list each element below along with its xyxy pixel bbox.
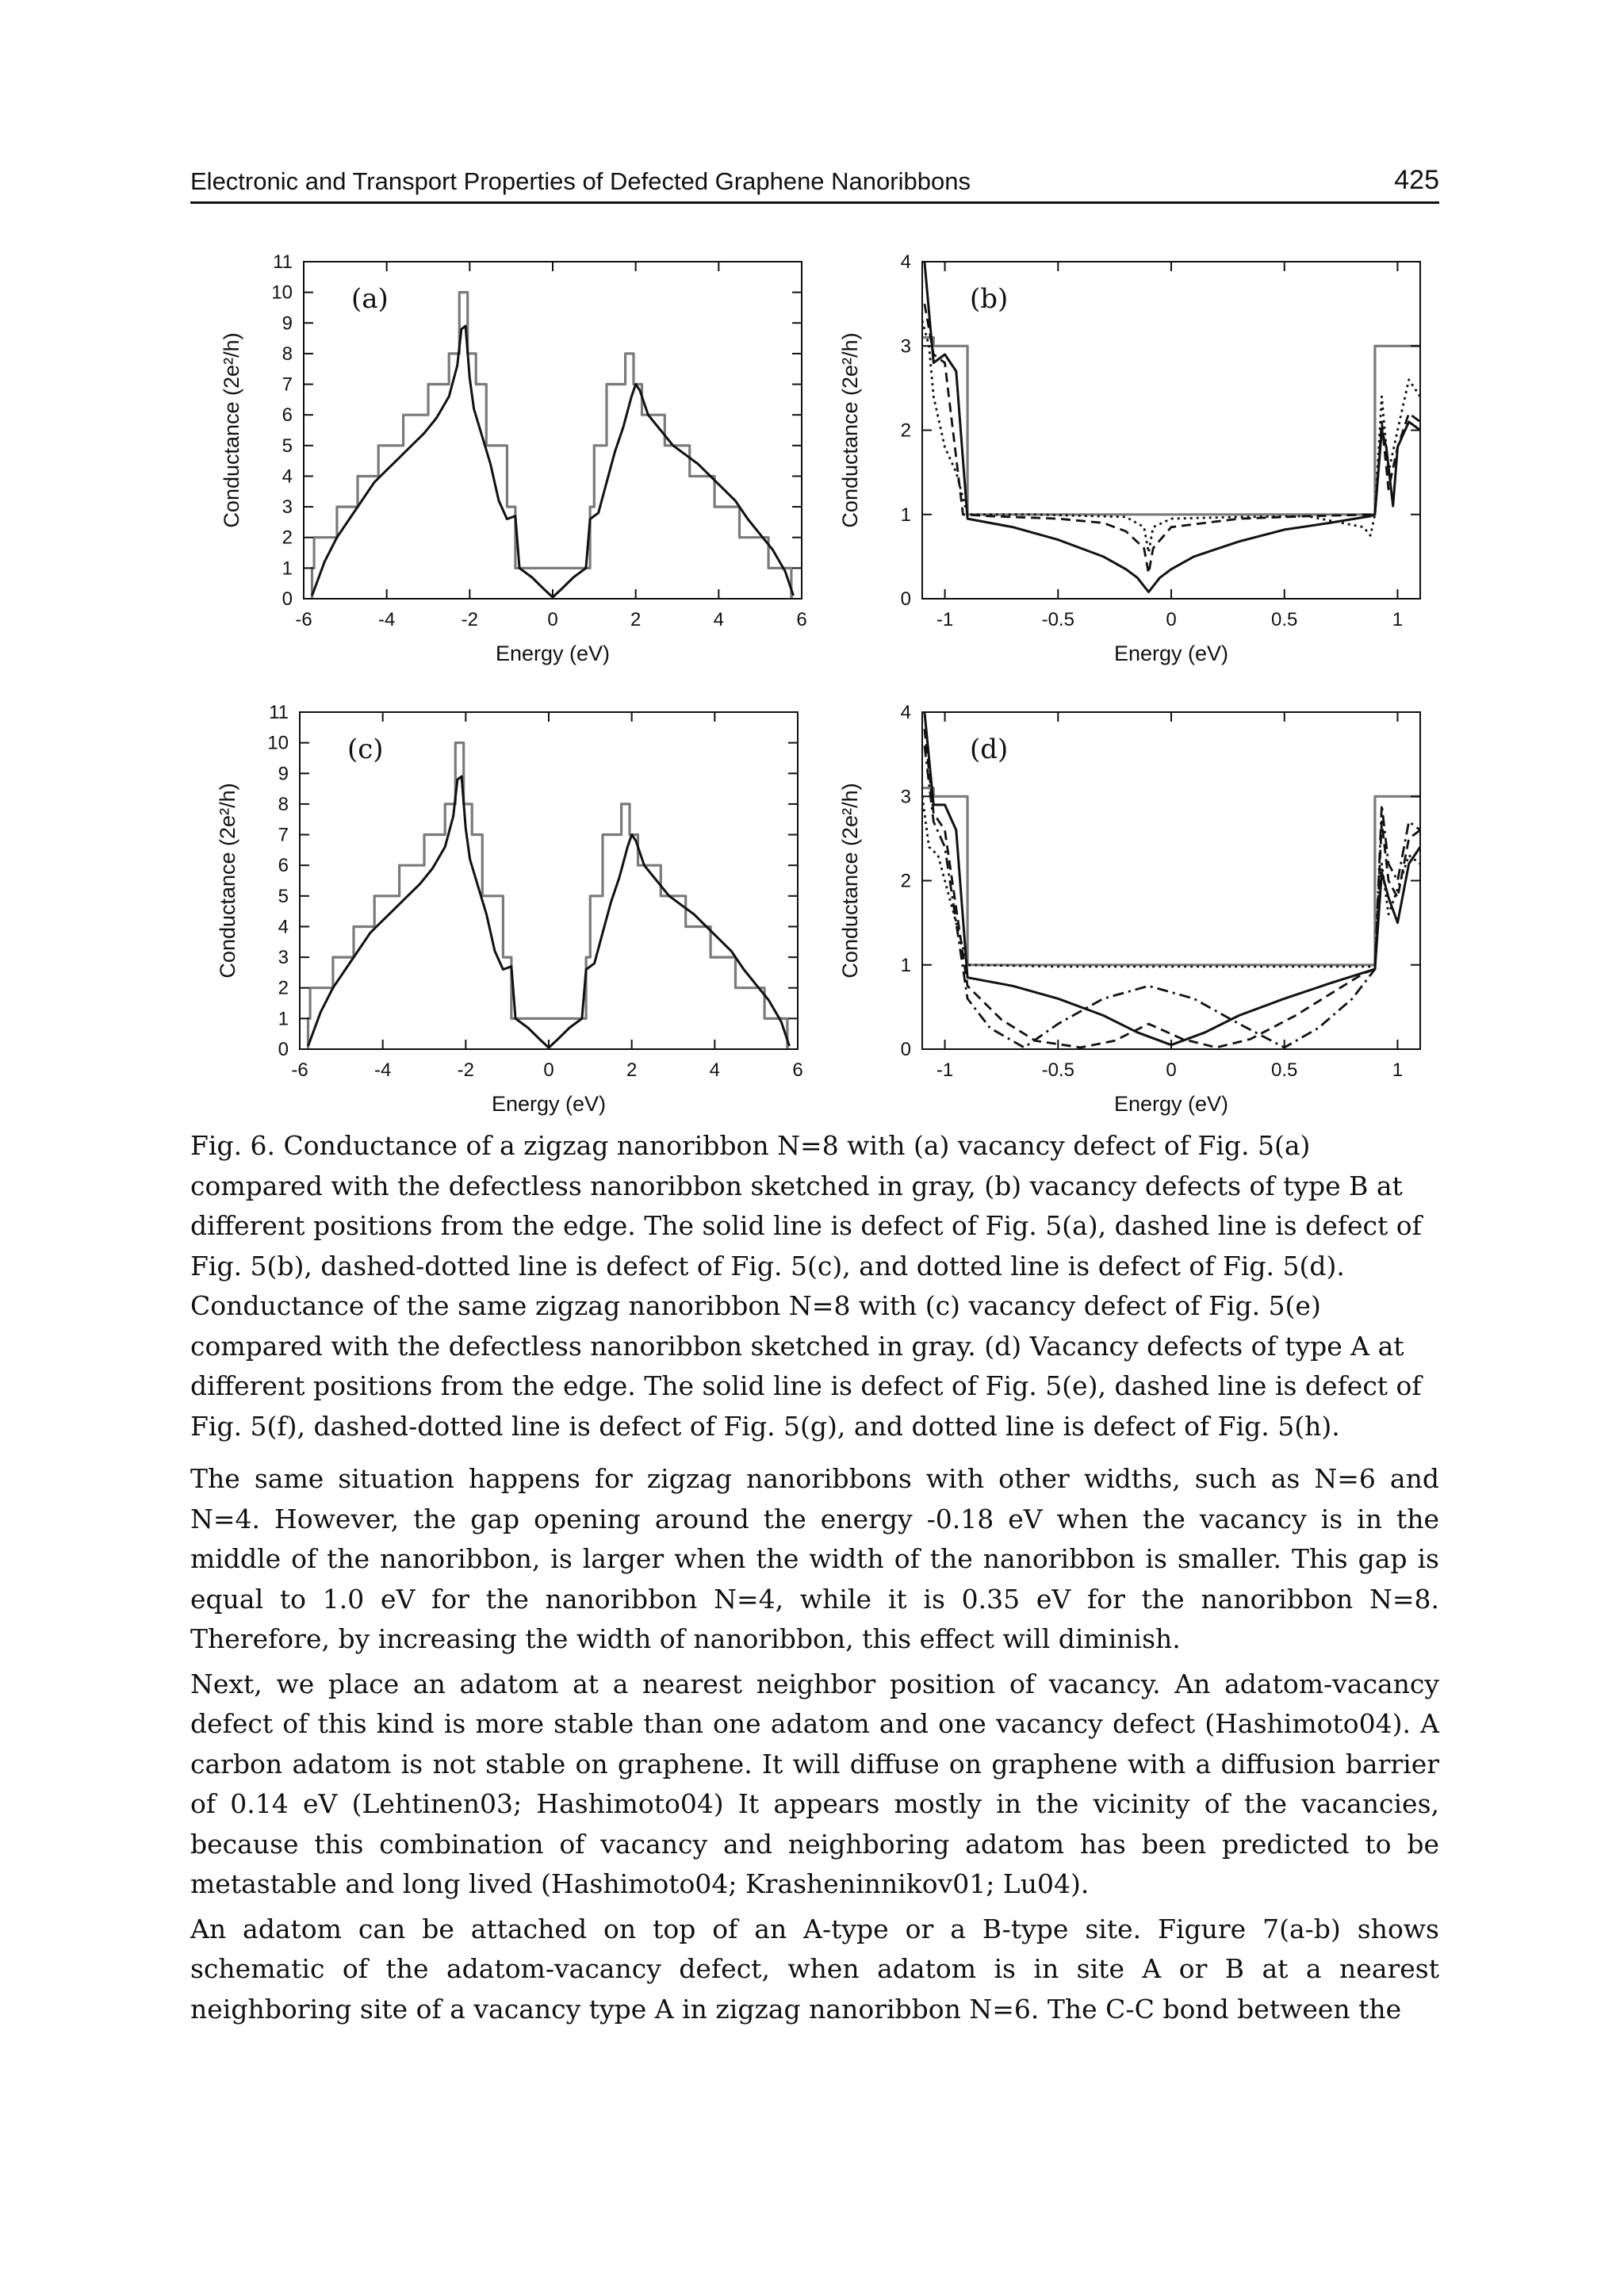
- x-tick-label: 0: [1166, 1059, 1177, 1081]
- series-line-gray-step: [922, 338, 1420, 515]
- y-tick-label: 4: [900, 702, 911, 723]
- x-tick-label: 0: [547, 609, 558, 630]
- y-tick-label: 3: [900, 786, 911, 808]
- x-tick-label: 2: [626, 1059, 638, 1081]
- panel-label: (c): [347, 734, 384, 765]
- y-tick-label: 3: [278, 947, 289, 969]
- x-axis-label: Energy (eV): [495, 642, 611, 665]
- y-tick-label: 10: [267, 732, 289, 754]
- panel-label: (d): [970, 734, 1009, 765]
- y-tick-label: 4: [282, 465, 293, 488]
- x-tick-label: -2: [457, 1059, 475, 1081]
- y-tick-label: 0: [900, 1039, 911, 1060]
- figure-caption: [190, 1126, 1439, 1446]
- series-line-gray-step: [922, 788, 1420, 965]
- series-line-black-dashed: [925, 729, 1420, 1048]
- series-line-black-dotted: [922, 796, 1420, 967]
- series-line-black-solid: [308, 776, 790, 1048]
- y-tick-label: 6: [282, 404, 293, 427]
- chart-panel: [216, 702, 803, 1116]
- y-tick-label: 4: [278, 916, 289, 938]
- body-paragraph: Next, we place an adatom at a nearest neighbor position of vacancy. An adatom-vacancy defect of this kind is more stable than one adatom and one vacancy defect (Hashimoto04). A carbon adatom is not stable on graphene. It will diffuse on graphene with a diffusion barrier of 0.14 eV (Lehtinen03; Hashimoto04) It appears mostly in the vicinity of the vacancies, because this combination of vacancy and neighboring adatom has been predicted to be metastable and long lived (Hashimoto04; Krasheninnikov01; Lu04).: [190, 1668, 1439, 1899]
- header-rule: [190, 201, 1439, 204]
- y-tick-label: 7: [278, 824, 289, 846]
- x-tick-label: -4: [373, 1059, 392, 1081]
- x-tick-label: -4: [377, 609, 396, 630]
- x-tick-label: 4: [713, 609, 725, 630]
- y-tick-label: 8: [282, 343, 293, 365]
- x-tick-label: 1: [1392, 1059, 1404, 1081]
- panel-label: (a): [351, 283, 389, 315]
- x-tick-label: -0.5: [1041, 609, 1074, 630]
- y-tick-label: 9: [278, 763, 289, 785]
- caption-line: different positions from the edge. The solid line is defect of Fig. 5(a), dashed line is defect of: [190, 1210, 1422, 1241]
- y-tick-label: 7: [282, 374, 293, 396]
- caption-line: Conductance of the same zigzag nanoribbon N=8 with (c) vacancy defect of Fig. 5(e): [190, 1290, 1321, 1321]
- y-tick-label: 10: [271, 282, 293, 304]
- y-tick-label: 2: [282, 527, 293, 549]
- x-axis-label: Energy (eV): [1113, 1092, 1229, 1116]
- x-tick-label: 0: [1166, 609, 1177, 630]
- y-tick-label: 3: [282, 496, 293, 519]
- series-line-gray-step: [308, 743, 790, 1049]
- y-tick-label: 1: [900, 954, 911, 976]
- x-tick-label: 1: [1392, 609, 1404, 630]
- x-tick-label: 0.5: [1271, 609, 1298, 630]
- body-paragraph: An adatom can be attached on top of an A-type or a B-type site. Figure 7(a-b) shows schematic of the adatom-vacancy defect, when adatom is in site A or B at a nearest neighboring site of a vacancy type A in zigzag nanoribbon N=6. The C-C bond between the: [190, 1913, 1439, 2025]
- y-tick-label: 3: [900, 335, 911, 358]
- caption-line: Fig. 5(b), dashed-dotted line is defect of Fig. 5(c), and dotted line is defect of Fig. 5(d).: [190, 1250, 1345, 1282]
- series-line-black-dashed: [925, 304, 1420, 573]
- figure-6-plots: [190, 238, 1439, 1126]
- x-tick-label: -1: [936, 609, 954, 630]
- y-tick-label: 2: [900, 870, 911, 892]
- panel-label: (b): [970, 283, 1009, 315]
- x-tick-label: 0: [543, 1059, 554, 1081]
- y-axis-label: Conductance (2e²/h): [838, 332, 862, 528]
- chart-panel: [838, 702, 1420, 1116]
- chart-panel: [838, 251, 1420, 665]
- x-tick-label: 0.5: [1271, 1059, 1298, 1081]
- y-tick-label: 9: [282, 312, 293, 335]
- caption-line: different positions from the edge. The solid line is defect of Fig. 5(e), dashed line is defect of: [190, 1370, 1422, 1401]
- y-tick-label: 11: [273, 251, 293, 273]
- y-tick-label: 4: [900, 251, 911, 273]
- x-tick-label: 6: [796, 609, 807, 630]
- x-tick-label: 2: [630, 609, 642, 630]
- caption-line: compared with the defectless nanoribbon sketched in gray. (d) Vacancy defects of type A at: [190, 1330, 1404, 1362]
- series-line-black-dotted: [922, 320, 1420, 552]
- figure-6: [190, 238, 1439, 1126]
- x-tick-label: -0.5: [1041, 1059, 1074, 1081]
- body-text: [190, 1459, 1439, 2034]
- y-tick-label: 2: [278, 977, 289, 999]
- caption-line: Fig. 5(f), dashed-dotted line is defect of Fig. 5(g), and dotted line is defect of Fig. 5(h).: [190, 1410, 1340, 1442]
- x-tick-label: -6: [295, 609, 312, 630]
- x-axis-label: Energy (eV): [491, 1092, 607, 1116]
- running-header-title: Electronic and Transport Properties of Defected Graphene Nanoribbons: [190, 167, 971, 195]
- y-axis-label: Conductance (2e²/h): [220, 332, 243, 528]
- y-axis-label: Conductance (2e²/h): [838, 783, 862, 979]
- y-axis-label: Conductance (2e²/h): [216, 783, 239, 979]
- y-tick-label: 5: [278, 885, 289, 907]
- x-tick-label: 4: [709, 1059, 721, 1081]
- y-tick-label: 1: [278, 1008, 289, 1030]
- body-paragraph: The same situation happens for zigzag nanoribbons with other widths, such as N=6 and N=4. However, the gap opening around the energy -0.18 eV when the vacancy is in the middle of the nanoribbon, is larger when the width of the nanoribbon is smaller. This gap is equal to 1.0 eV for the nanoribbon N=4, while it is 0.35 eV for the nanoribbon N=8. Therefore, by increasing the width of nanoribbon, this effect will diminish.: [190, 1463, 1439, 1654]
- caption-line: compared with the defectless nanoribbon sketched in gray, (b) vacancy defects of type B at: [190, 1170, 1403, 1201]
- y-tick-label: 0: [282, 588, 293, 610]
- x-tick-label: -1: [936, 1059, 954, 1081]
- x-axis-label: Energy (eV): [1113, 642, 1229, 665]
- y-tick-label: 0: [278, 1039, 289, 1060]
- series-line-black-solid: [312, 326, 794, 597]
- y-tick-label: 5: [282, 435, 293, 457]
- chart-panel: [220, 251, 807, 665]
- page-number: 425: [1394, 165, 1439, 195]
- y-tick-label: 2: [900, 420, 911, 442]
- caption-line: Fig. 6. Conductance of a zigzag nanoribbon N=8 with (a) vacancy defect of Fig. 5(a): [190, 1130, 1311, 1161]
- y-tick-label: 1: [900, 504, 911, 526]
- x-tick-label: 6: [792, 1059, 803, 1081]
- y-tick-label: 11: [269, 702, 289, 723]
- x-tick-label: -6: [291, 1059, 308, 1081]
- series-line-gray-step: [312, 293, 794, 599]
- series-line-black-dashdot: [925, 746, 1420, 1048]
- y-tick-label: 8: [278, 793, 289, 815]
- y-tick-label: 0: [900, 588, 911, 610]
- x-tick-label: -2: [461, 609, 479, 630]
- y-tick-label: 6: [278, 855, 289, 877]
- running-header: [190, 163, 1439, 204]
- y-tick-label: 1: [282, 557, 293, 580]
